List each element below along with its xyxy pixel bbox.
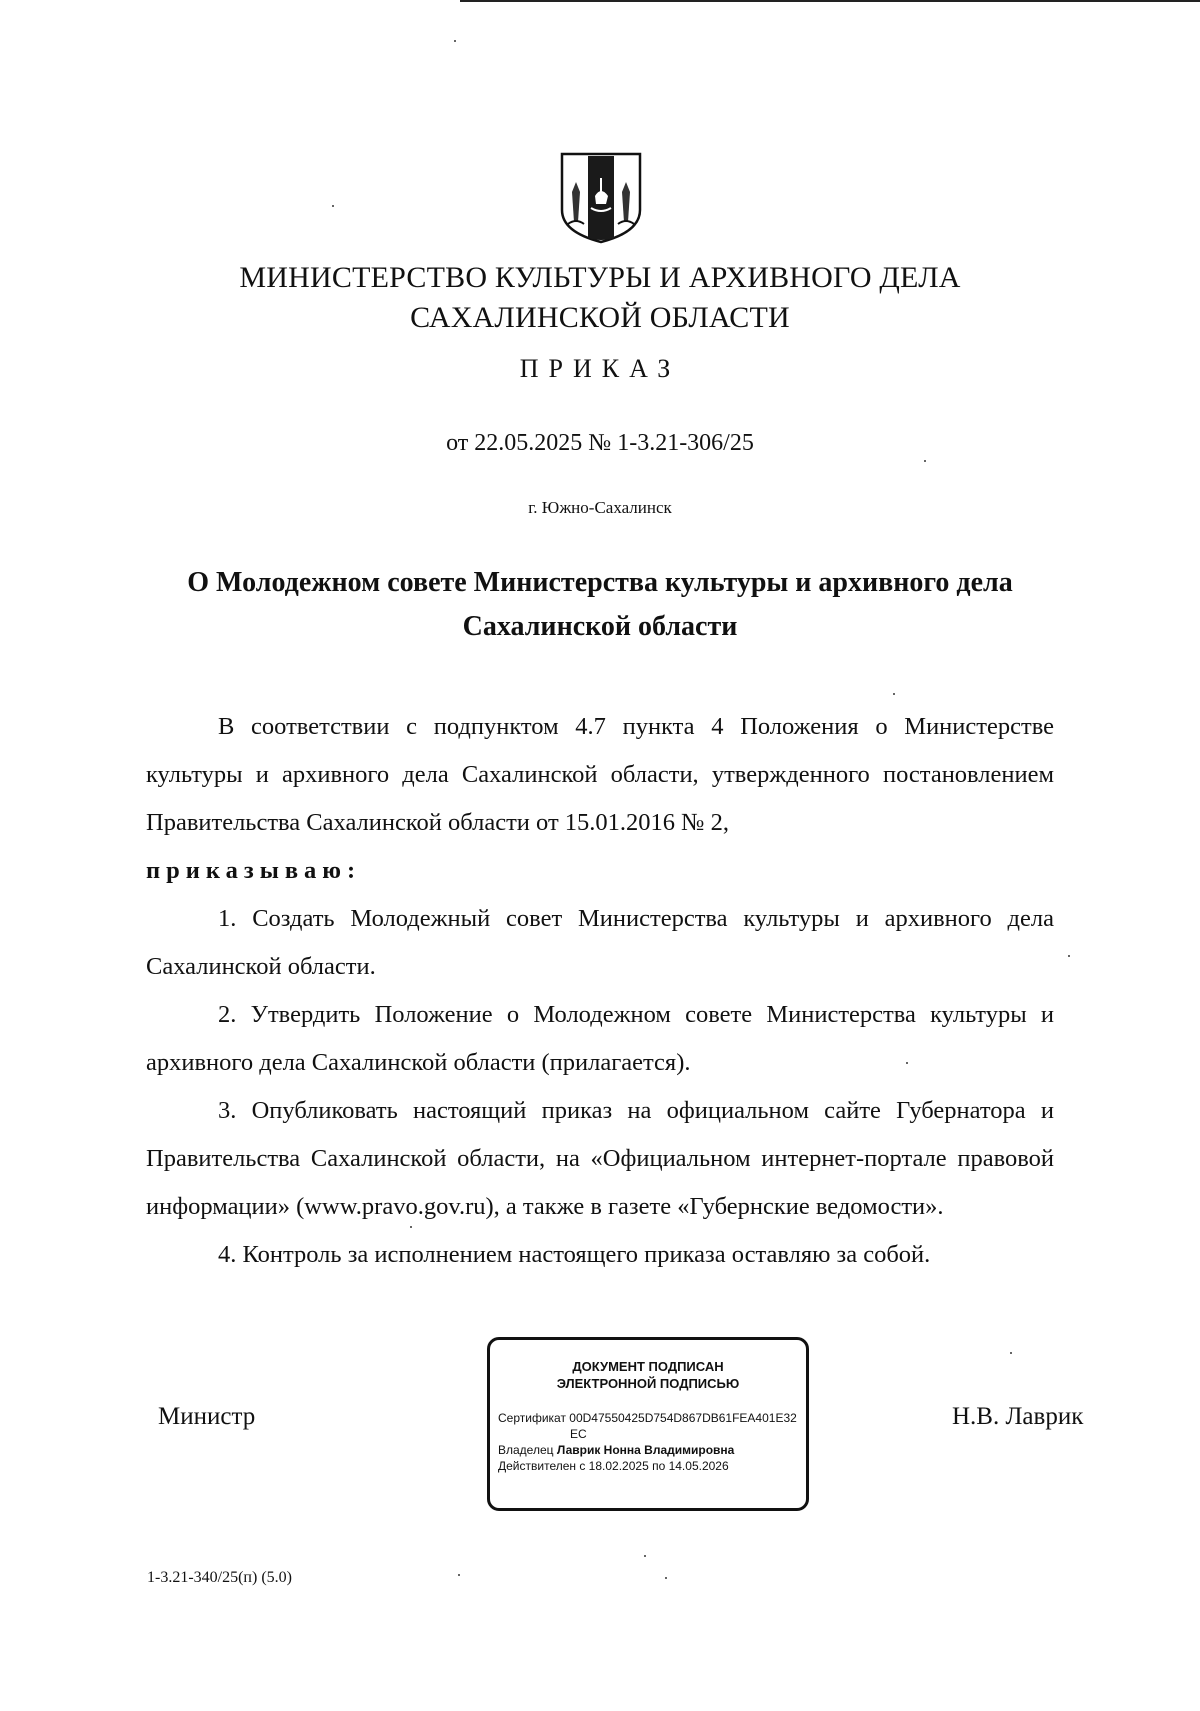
certificate-label: Сертификат <box>498 1411 566 1425</box>
scan-speck <box>893 693 895 695</box>
stamp-heading <box>490 1358 806 1392</box>
stamp-heading-line2: ЭЛЕКТРОННОЙ ПОДПИСЬЮ <box>556 1376 740 1391</box>
order-item-4: 4. Контроль за исполнением настоящего приказа оставляю за собой. <box>218 1241 931 1268</box>
order-subject <box>140 561 1060 649</box>
stamp-heading-line1: ДОКУМЕНТ ПОДПИСАН <box>572 1359 724 1374</box>
ministry-name-line1: МИНИСТЕРСТВО КУЛЬТУРЫ И АРХИВНОГО ДЕЛА <box>239 261 961 294</box>
document-code: 1-3.21-340/25(п) (5.0) <box>147 1569 292 1586</box>
order-word: приказываю: <box>146 857 362 884</box>
owner-value: Лаврик Нонна Владимировна <box>556 1443 735 1457</box>
city: г. Южно-Сахалинск <box>528 498 672 517</box>
scan-speck <box>665 1577 667 1579</box>
scan-edge-line <box>460 0 1200 2</box>
ministry-name <box>150 258 1050 338</box>
order-number: от 22.05.2025 № 1-3.21-306/25 <box>446 430 754 456</box>
scan-speck <box>924 460 926 462</box>
order-item-2: 2. Утвердить Положение о Молодежном совете Министерства культуры и архивного дела Сахалинской области (прилагается). <box>146 1001 1054 1076</box>
signer-position: Министр <box>158 1403 256 1430</box>
order-body <box>146 703 1054 1279</box>
scan-speck <box>458 1574 460 1576</box>
order-item-1: 1. Создать Молодежный совет Министерства культуры и архивного дела Сахалинской области. <box>146 905 1054 980</box>
order-item-3: 3. Опубликовать настоящий приказ на официальном сайте Губернатора и Правительства Сахалинской области, на «Официальном интернет-портале правовой информации» (www.pravo.gov.ru), а также в газете «Губернские ведомости». <box>146 1097 1054 1220</box>
scan-speck <box>332 205 334 207</box>
scan-speck <box>1010 1352 1012 1354</box>
stamp-owner <box>490 1442 806 1458</box>
signer-name: Н.В. Лаврик <box>952 1403 1084 1430</box>
scan-speck <box>644 1555 646 1557</box>
owner-label: Владелец <box>498 1443 554 1457</box>
scan-speck <box>1068 955 1070 957</box>
preamble-paragraph: В соответствии с подпунктом 4.7 пункта 4 Положения о Министерстве культуры и архивного дела Сахалинской области, утвержденного постановлением Правительства Сахалинской области от 15.01.2016 № 2, <box>146 713 1054 836</box>
sakhalin-coat-of-arms-icon <box>558 152 644 244</box>
certificate-continuation: EC <box>570 1427 587 1441</box>
scan-speck <box>906 1062 908 1064</box>
scan-speck <box>454 40 456 42</box>
electronic-signature-stamp <box>487 1337 809 1511</box>
scan-speck <box>410 1226 412 1228</box>
stamp-validity: Действителен с 18.02.2025 по 14.05.2026 <box>498 1459 729 1473</box>
order-title: ПРИКАЗ <box>519 354 681 383</box>
certificate-value: 00D47550425D754D867DB61FEA401E32 <box>569 1411 797 1425</box>
stamp-certificate <box>490 1410 806 1426</box>
ministry-name-line2: САХАЛИНСКОЙ ОБЛАСТИ <box>410 301 790 334</box>
order-subject-line2: Сахалинской области <box>462 611 738 642</box>
order-subject-line1: О Молодежном совете Министерства культуры и архивного дела <box>187 567 1013 598</box>
